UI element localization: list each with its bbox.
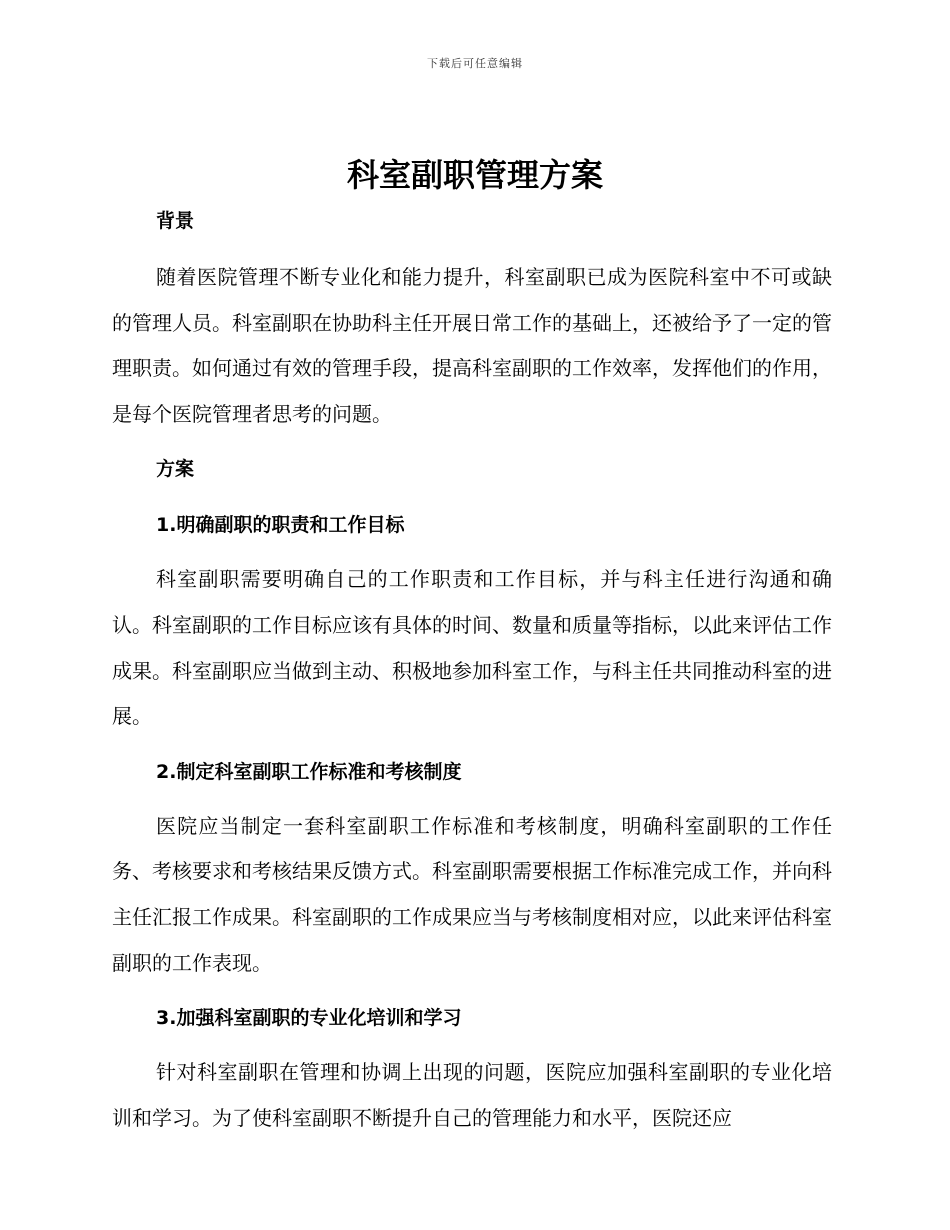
section-paragraph-1: 科室副职需要明确自己的工作职责和工作目标，并与科主任进行沟通和确认。科室副职的工作目标应该有具体的时间、数量和质量等指标，以此来评估工作成果。科室副职应当做到主动、积极地参加科室工作，与科主任共同推动科室的进展。	[112, 567, 832, 729]
section-heading-1: 1.明确副职的职责和工作目标	[156, 514, 405, 537]
document-title: 科室副职管理方案	[346, 156, 603, 194]
section-heading-2: 2.制定科室副职工作标准和考核制度	[156, 760, 462, 783]
page-header-note: 下载后可任意编辑	[427, 57, 523, 70]
section-paragraph-2: 医院应当制定一套科室副职工作标准和考核制度，明确科室副职的工作任务、考核要求和考核结果反馈方式。科室副职需要根据工作标准完成工作，并向科主任汇报工作成果。科室副职的工作成果应当与考核制度相对应，以此来评估科室副职的工作表现。	[112, 813, 832, 975]
section-paragraph-3: 针对科室副职在管理和协调上出现的问题，医院应加强科室副职的专业化培训和学习。为了使科室副职不断提升自己的管理能力和水平，医院还应	[112, 1060, 832, 1130]
document-body	[112, 205, 832, 1141]
section-heading-3: 3.加强科室副职的专业化培训和学习	[156, 1007, 462, 1030]
section-heading-plan: 方案	[156, 458, 195, 481]
section-paragraph-background: 随着医院管理不断专业化和能力提升，科室副职已成为医院科室中不可或缺的管理人员。科室副职在协助科主任开展日常工作的基础上，还被给予了一定的管理职责。如何通过有效的管理手段，提高科室副职的工作效率，发挥他们的作用，是每个医院管理者思考的问题。	[112, 265, 832, 426]
section-heading-background: 背景	[156, 210, 195, 232]
